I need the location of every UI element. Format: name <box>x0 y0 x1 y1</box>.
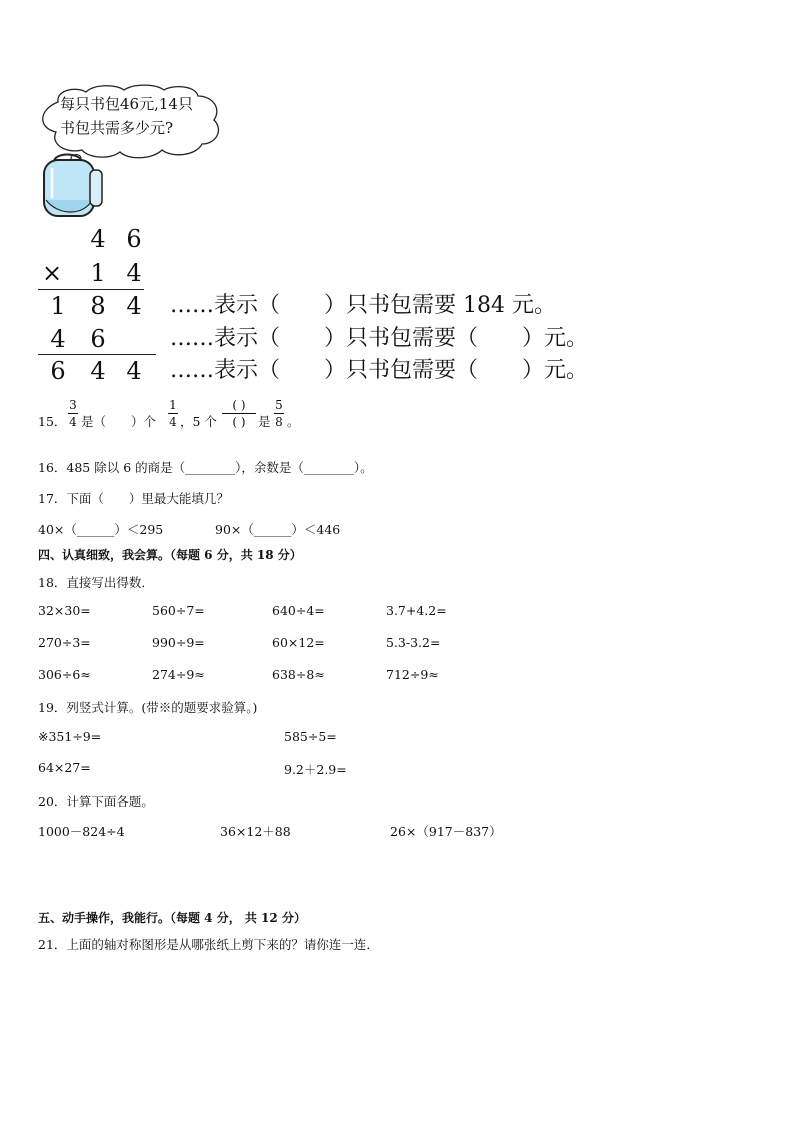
q17-part-a: 40×（______）＜295 <box>38 522 164 537</box>
q19-item: 9.2＋2.9= <box>284 762 347 777</box>
calc-row4-digit: 4 <box>50 325 66 353</box>
q18-item: 306÷6≈ <box>38 667 91 682</box>
calc-rule-2 <box>38 354 156 355</box>
fraction-denominator: 4 <box>169 415 177 429</box>
calc-row5-digit: 6 <box>50 357 66 385</box>
calc-row3-digit: 1 <box>50 292 66 320</box>
q18: 18．直接写出得数． <box>38 575 154 590</box>
q20-item: 26×（917－837） <box>390 824 502 839</box>
calc-row3-digit: 4 <box>126 292 142 320</box>
fraction-numerator: 1 <box>169 398 177 412</box>
calc-row1-digit: 6 <box>126 225 142 253</box>
calc-row2-digit: 1 <box>90 259 106 287</box>
q15-text-2: ，5 个 <box>180 414 217 429</box>
calc-row1-digit: 4 <box>90 225 106 253</box>
q17-part-b: 90×（______）＜446 <box>215 522 341 537</box>
backpack-icon <box>40 150 106 218</box>
q19-item: ※351÷9= <box>38 729 102 744</box>
q19-item: 64×27= <box>38 760 91 775</box>
section-5-heading: 五、动手操作，我能行。（每题 4 分， 共 12 分） <box>38 911 306 925</box>
q20-item: 36×12＋88 <box>220 824 291 839</box>
calc-explain-3: ……表示（ ）只书包需要（ ）元。 <box>170 358 589 383</box>
calc-rule-1 <box>38 289 144 290</box>
q16: 16．485 除以 6 的商是（________），余数是（________）。 <box>38 460 373 475</box>
q20: 20．计算下面各题。 <box>38 794 154 809</box>
q18-item: 5.3-3.2= <box>386 635 441 650</box>
q15-text-3: 是 <box>258 414 271 429</box>
calc-row3-digit: 8 <box>90 292 106 320</box>
fraction-numerator: 5 <box>275 398 283 412</box>
q19-item: 585÷5= <box>284 729 337 744</box>
q18-item: 60×12= <box>272 635 325 650</box>
q18-item: 3.7+4.2= <box>386 603 447 618</box>
bubble-line-1: 每只书包46元,14只 <box>60 95 193 113</box>
q21: 21．上面的轴对称图形是从哪张纸上剪下来的？请你连一连． <box>38 937 379 952</box>
q18-item: 32×30= <box>38 603 91 618</box>
calc-row5-digit: 4 <box>126 357 142 385</box>
fraction-denominator: 8 <box>275 415 283 429</box>
times-sign: × <box>41 259 63 287</box>
q20-item: 1000－824÷4 <box>38 824 125 839</box>
q18-item: 270÷3= <box>38 635 91 650</box>
q18-item: 990÷9= <box>152 635 205 650</box>
section-4-heading: 四、认真细致，我会算。（每题 6 分，共 18 分） <box>38 548 302 562</box>
q18-item: 712÷9≈ <box>386 667 439 682</box>
q18-item: 560÷7= <box>152 603 205 618</box>
q19: 19．列竖式计算。(带※的题要求验算。) <box>38 700 258 715</box>
fraction-3-4 <box>68 398 78 429</box>
q15-text-1: 是（ ）个 <box>81 414 157 429</box>
q18-item: 638÷8≈ <box>272 667 325 682</box>
fraction-1-4 <box>168 398 178 429</box>
bubble-line-2: 书包共需多少元? <box>60 119 174 137</box>
q17: 17．下面（ ）里最大能填几？ <box>38 491 229 506</box>
q18-item: 274÷9≈ <box>152 667 205 682</box>
calc-row5-digit: 4 <box>90 357 106 385</box>
q15-text-4: 。 <box>287 414 300 429</box>
fraction-5-8 <box>274 398 284 429</box>
calc-row2-digit: 4 <box>126 259 142 287</box>
calc-explain-2: ……表示（ ）只书包需要（ ）元。 <box>170 326 589 351</box>
fraction-denominator: 4 <box>69 415 77 429</box>
fraction-denominator-blank: ( ) <box>232 415 246 429</box>
fraction-numerator: 3 <box>69 398 77 412</box>
q15-number: 15． <box>38 414 67 429</box>
calc-explain-1: ……表示（ ）只书包需要 184 元。 <box>170 293 556 318</box>
q18-item: 640÷4= <box>272 603 325 618</box>
fraction-blank <box>222 398 256 429</box>
calc-row4-digit: 6 <box>90 325 106 353</box>
fraction-numerator-blank: ( ) <box>232 398 246 412</box>
